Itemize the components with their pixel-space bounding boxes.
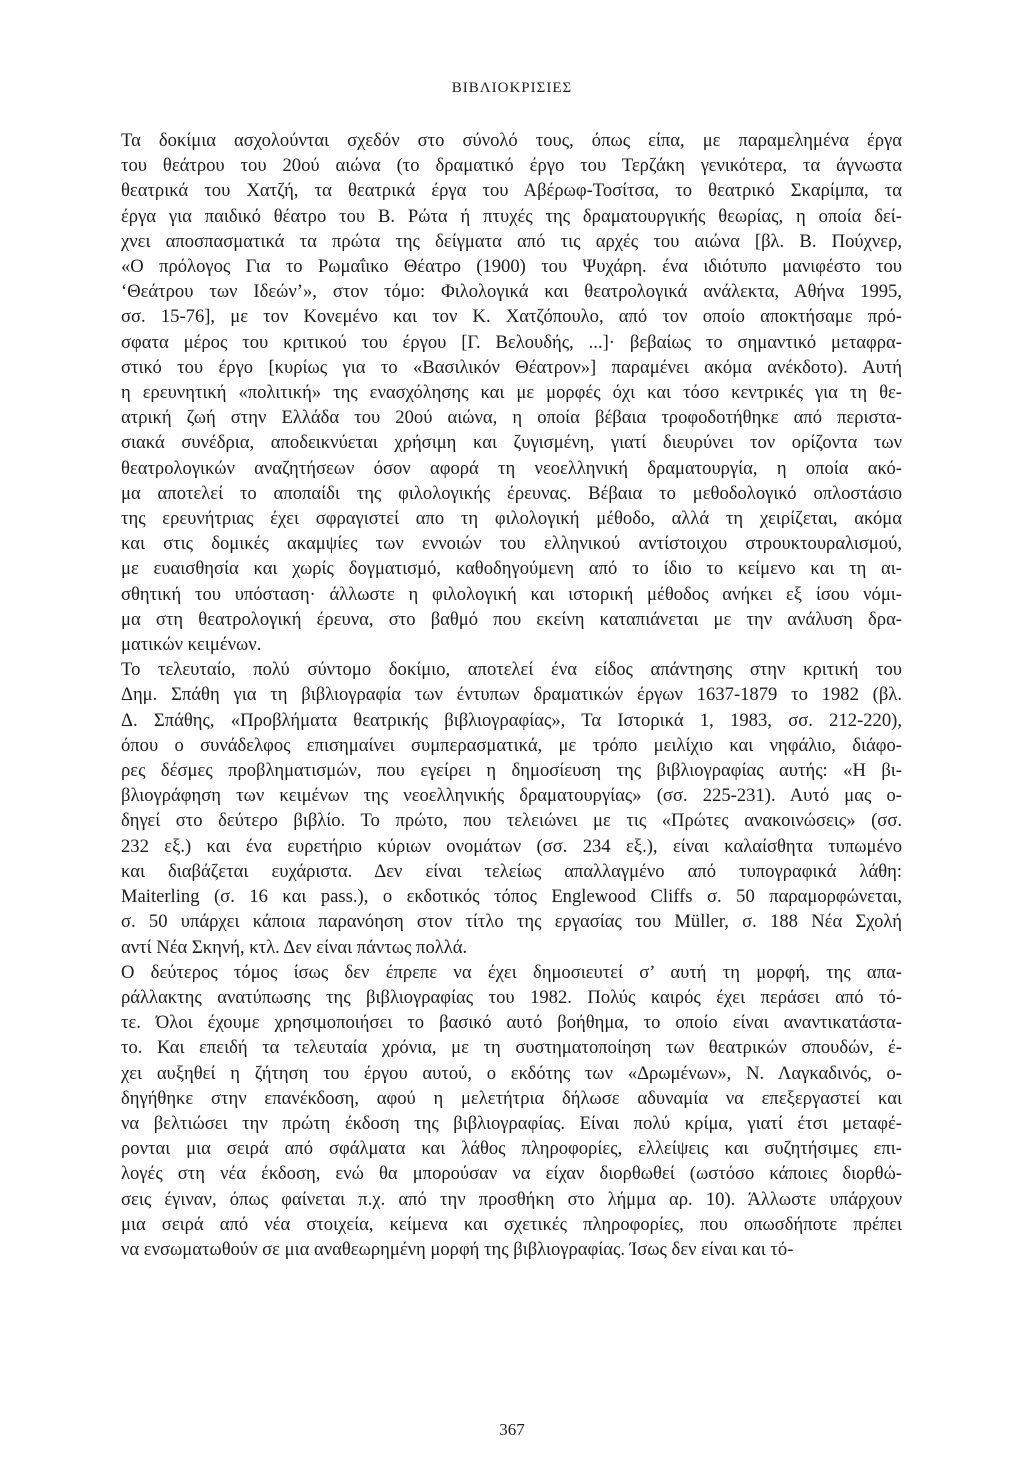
text-line: και διαβάζεται ευχάριστα. Δεν είναι τελείως απαλλαγμένο από τυπογραφικά λάθη:	[121, 860, 902, 882]
text-line: να βελτιώσει την πρώτη έκδοση της βιβλιογραφίας. Είναι πολύ κρίμα, γιατί έτσι μεταφέ-	[121, 1112, 902, 1134]
text-line: ατρική ζωή στην Ελλάδα του 20ού αιώνα, η οποία βέβαια τροφοδοτήθηκε από περιστα-	[121, 407, 902, 429]
text-line: σθητική του υπόσταση· άλλωστε η φιλολογική και ιστορική μέθοδος ανήκει εξ ίσου νόμι-	[121, 583, 902, 605]
text-line: όπου ο συνάδελφος επισημαίνει συμπερασματικά, με τρόπο μειλίχιο και νηφάλιο, διάφο-	[121, 734, 902, 756]
review-body	[121, 128, 902, 1262]
text-line: λογές στη νέα έκδοση, ενώ θα μπορούσαν να είχαν διορθωθεί (ωστόσο κάποιες διορθώ-	[121, 1163, 902, 1185]
text-line: ρες δέσμες προβληματισμών, που εγείρει η δημοσίευση της βιβλιογραφίας αυτής: «Η βι-	[121, 760, 902, 782]
running-header: ΒΙΒΛΙΟΚΡΙΣΙΕΣ	[451, 80, 573, 96]
text-line: Ο δεύτερος τόμος ίσως δεν έπρεπε να έχει δημοσιευτεί σ’ αυτή τη μορφή, της απα-	[121, 961, 902, 983]
text-line: στικό του έργο [κυρίως για το «Βασιλικόν Θέατρον»] παραμένει ακόμα ανέκδοτο). Αυτή	[121, 356, 902, 378]
text-line: ‘Θεάτρου των Ιδεών’», στον τόμο: Φιλολογικά και θεατρολογικά ανάλεκτα, Αθήνα 1995,	[121, 281, 902, 303]
text-line: της ερευνήτριας έχει σφραγιστεί απο τη φιλολογική μέθοδο, αλλά τη χειρίζεται, ακόμα	[121, 508, 902, 530]
text-line: δηγεί στο δεύτερο βιβλίο. Το πρώτο, που τελειώνει με τις «Πρώτες ανακοινώσεις» (σσ.	[121, 810, 902, 832]
text-line: μια σειρά από νέα στοιχεία, κείμενα και σχετικές πληροφορίες, που οπωσδήποτε πρέπει	[121, 1213, 902, 1235]
text-line: ματικών κειμένων.	[121, 634, 262, 656]
paragraph	[121, 128, 902, 657]
paragraph	[121, 657, 902, 959]
text-line: χνει αποσπασματικά τα πρώτα της δείγματα από τις αρχές του αιώνα [βλ. Β. Πούχνερ,	[121, 230, 902, 252]
text-line: θεατρικά του Χατζή, τα θεατρικά έργα του Αβέρωφ-Τοσίτσα, το θεατρικό Σκαρίμπα, τα	[121, 180, 902, 202]
text-line: αντί Νέα Σκηνή, κτλ. Δεν είναι πάντως πολλά.	[121, 936, 468, 958]
text-line: ρονται μια σειρά από σφάλματα και λάθος πληροφορίες, ελλείψεις και συζητήσιμες επι-	[121, 1138, 902, 1160]
text-line: ράλλακτης ανατύπωσης της βιβλιογραφίας του 1982. Πολύς καιρός έχει περάσει από τό-	[121, 986, 902, 1008]
text-line: μα αποτελεί το αποπαίδι της φιλολογικής έρευνας. Βέβαια το μεθοδολογικό οπλοστάσιο	[121, 482, 902, 504]
text-line: η ερευνητική «πολιτική» της ενασχόλησης και με μορφές όχι και τόσο κεντρικές για τη θε-	[121, 382, 902, 404]
text-line: βλιογράφηση των κειμένων της νεοελληνικής δραματουργίας» (σσ. 225-231). Αυτό μας ο-	[121, 785, 902, 807]
text-line: σιακά συνέδρια, αποδεικνύεται χρήσιμη και ζυγισμένη, γιατί διευρύνει τον ορίζοντα των	[121, 432, 902, 454]
text-line: το. Και επειδή τα τελευταία χρόνια, με τη συστηματοποίηση των θεατρικών σπουδών, έ-	[121, 1037, 902, 1059]
text-line: δηγήθηκε στην επανέκδοση, αφού η μελετήτρια δήλωσε αδυναμία να επεξεργαστεί και	[121, 1087, 902, 1109]
page-number: 367	[499, 1420, 525, 1439]
text-line: θεατρολογικών αναζητήσεων όσον αφορά τη νεοελληνική δραματουργία, η οποία ακό-	[121, 457, 902, 479]
text-line: 232 εξ.) και ένα ευρετήριο κύριων ονομάτων (σσ. 234 εξ.), είναι καλαίσθητα τυπωμένο	[121, 835, 902, 857]
paragraph	[121, 960, 902, 1262]
text-line: Τα δοκίμια ασχολούνται σχεδόν στο σύνολό τους, όπως είπα, με παραμελημένα έργα	[121, 130, 902, 151]
text-line: Δημ. Σπάθη για τη βιβλιογραφία των έντυπων δραματικών έργων 1637-1879 το 1982 (βλ.	[121, 684, 902, 706]
text-line: και στις δομικές ακαμψίες των εννοιών του ελληνικού αντίστοιχου στρουκτουραλισμού,	[121, 533, 902, 555]
text-line: τε. Όλοι έχουμε χρησιμοποιήσει το βασικό αυτό βοήθημα, το οποίο είναι αναντικατάστα-	[121, 1012, 902, 1034]
text-line: χει αυξηθεί η ζήτηση του έργου αυτού, ο εκδότης των «Δρωμένων», Ν. Λαγκαδινός, ο-	[121, 1062, 902, 1084]
text-line: σ. 50 υπάρχει κάποια παρανόηση στον τίτλο της εργασίας του Müller, σ. 188 Νέα Σχολή	[121, 911, 902, 933]
text-line: Maiterling (σ. 16 και pass.), ο εκδοτικός τόπος Englewood Cliffs σ. 50 παραμορφώνεται,	[121, 886, 902, 908]
text-line: μα στη θεατρολογική έρευνα, στο βαθμό που εκείνη καταπιάνεται με την ανάλυση δρα-	[121, 608, 902, 630]
text-line: Δ. Σπάθης, «Προβλήματα θεατρικής βιβλιογραφίας», Τα Ιστορικά 1, 1983, σσ. 212-220),	[121, 709, 902, 731]
text-line: με ευαισθησία και χωρίς δογματισμό, καθοδηγούμενη από το ίδιο το κείμενο και τη αι-	[121, 558, 902, 580]
text-line: σσ. 15-76], με τον Κονεμένο και τον Κ. Χατζόπουλο, από τον οποίο αποκτήσαμε πρό-	[121, 306, 902, 328]
text-line: να ενσωματωθούν σε μια αναθεωρημένη μορφή της βιβλιογραφίας. Ίσως δεν είναι και τό-	[121, 1238, 794, 1260]
text-line: έργα για παιδικό θέατρο του Β. Ρώτα ή πτυχές της δραματουργικής θεωρίας, η οποία δεί-	[121, 205, 902, 227]
text-line: σεις έγιναν, όπως φαίνεται π.χ. από την προσθήκη στο λήμμα αρ. 10). Άλλωστε υπάρχουν	[121, 1188, 902, 1210]
text-line: του θεάτρου του 20ού αιώνα (το δραματικό έργο του Τερζάκη γενικότερα, τα άγνωστα	[121, 155, 902, 177]
text-line: Το τελευταίο, πολύ σύντομο δοκίμιο, αποτελεί ένα είδος απάντησης στην κριτική του	[121, 659, 902, 681]
text-line: «Ο πρόλογος Για το Ρωμαΐικο Θέατρο (1900) του Ψυχάρη. ένα ιδιότυπο μανιφέστο του	[121, 256, 902, 278]
text-line: σφατα μέρος του κριτικού του έργου [Γ. Βελουδής, ...]· βεβαίως το σημαντικό μεταφρα-	[121, 331, 902, 353]
